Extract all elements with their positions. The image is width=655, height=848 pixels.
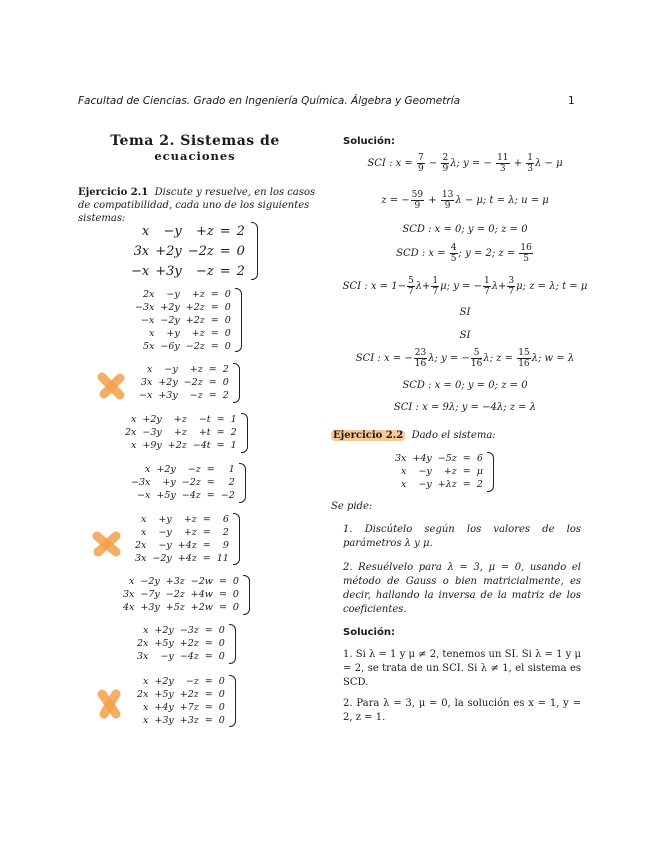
equation-term: = <box>204 638 213 649</box>
equation-row <box>122 426 240 439</box>
chapter-title-line2: ecuaciones <box>154 149 236 163</box>
equation-term: 1 <box>228 464 235 475</box>
equation-term: 2x <box>137 638 149 649</box>
equation-row <box>134 675 228 688</box>
equation-term: −2 <box>220 490 235 501</box>
equation-term: 1 <box>230 440 237 451</box>
equation-term: x <box>141 224 150 239</box>
equation-term: −2z <box>183 377 203 388</box>
equation-term: +y <box>158 514 172 525</box>
equation-term: 3x <box>140 377 153 388</box>
equation-term: = <box>202 527 211 538</box>
equation-term: +5y <box>156 490 176 501</box>
equation-term: +t <box>198 427 211 438</box>
equation-term: = <box>216 414 225 425</box>
equation-term: = <box>219 264 231 279</box>
equation-term: 2 <box>236 264 245 279</box>
equation-row <box>136 389 232 402</box>
exercise-2-label: Ejercicio 2.2 <box>333 430 404 441</box>
equation-term: 2x <box>125 427 137 438</box>
equation-term: −2z <box>181 477 201 488</box>
equation-term: −y <box>163 224 182 239</box>
solution-line-1: SCI : x = $\frac{7}{9}$ − $\frac{2}{9}$ λ; y = − $\frac{11}{3}$ + $\frac{1}{3}$ λ − μ <box>367 153 563 174</box>
equation-row <box>132 327 234 340</box>
equation-row <box>120 588 242 601</box>
exercise-2-item-2: 2. Resuélvelo para λ = 3, μ = 0, usando el método de Gauss o bien matricialmente, es decir, hallando la inversa de la matriz de los coeficientes. <box>343 562 581 615</box>
solution-line-3: SCD : x = 0; y = 0; z = 0 <box>402 224 528 235</box>
equation-term: −z <box>189 390 203 401</box>
equation-term: +2y <box>154 625 174 636</box>
solution-line-6: SI <box>459 307 471 318</box>
equation-term: x <box>141 527 147 538</box>
equation-term: 11 <box>216 553 229 564</box>
equation-term: x <box>129 576 135 587</box>
equation-term: +3z <box>179 715 199 726</box>
equation-row <box>120 575 242 588</box>
solution-2-item-2: 2. Para λ = 3, μ = 0, la solución es x = 1, y = 2, z = 1. <box>343 698 581 723</box>
running-header: Facultad de Ciencias. Grado en Ingeniería Química. Álgebra y Geometría <box>78 95 461 107</box>
equation-term: +z <box>191 328 205 339</box>
equation-term: 0 <box>218 702 225 713</box>
solution-line-9: SCD : x = 0; y = 0; z = 0 <box>402 380 528 391</box>
equation-term: −z <box>196 264 214 279</box>
equation-term: x <box>131 440 137 451</box>
equation-term: 0 <box>232 589 239 600</box>
equation-term: = <box>204 702 213 713</box>
equation-term: x <box>131 414 137 425</box>
equation-term: −3x <box>131 477 151 488</box>
equation-term: 2 <box>476 479 483 490</box>
equation-term: 9 <box>222 540 229 551</box>
system-param-brace <box>487 452 494 492</box>
equation-term: −3x <box>135 302 155 313</box>
equation-term: +2y <box>158 377 178 388</box>
equation-term: = <box>204 651 213 662</box>
system-param <box>392 452 486 491</box>
equation-term: −x <box>139 390 153 401</box>
equation-term: 2 <box>236 224 245 239</box>
equation-term: = <box>218 576 227 587</box>
equation-term: = <box>204 625 213 636</box>
exercise-1-label: Ejercicio 2.1 <box>78 187 149 198</box>
equation-term: x <box>143 715 149 726</box>
equation-term: 0 <box>224 315 231 326</box>
equation-term: 1 <box>230 414 237 425</box>
equation-term: 0 <box>218 625 225 636</box>
equation-term: −2z <box>187 244 214 259</box>
page-number: 1 <box>568 95 575 107</box>
equation-term: −3z <box>179 625 199 636</box>
equation-term: −2y <box>160 315 180 326</box>
equation-term: x <box>143 702 149 713</box>
equation-term: = <box>219 244 231 259</box>
equation-term: +5y <box>154 689 174 700</box>
system-3-brace <box>233 363 240 403</box>
equation-term: 3x <box>133 244 150 259</box>
equation-row <box>128 463 238 476</box>
equation-row <box>392 478 486 491</box>
equation-term: = <box>218 589 227 600</box>
equation-term: −x <box>131 264 150 279</box>
equation-term: x <box>401 479 407 490</box>
equation-term: x <box>146 364 153 375</box>
equation-term: +2y <box>142 414 162 425</box>
equation-term: = <box>210 302 219 313</box>
equation-term: = <box>202 514 211 525</box>
solution-line-2: z = − $\frac{59}{9}$ + $\frac{13}{9}$ λ − μ; t = λ; u = μ <box>381 190 549 211</box>
solution-line-5: SCI : x = 1− $\frac{5}{7}$ λ+ $\frac{1}{7}$ μ; y = − $\frac{1}{7}$ λ+ $\frac{3}{7}$ μ; z = λ; t = μ <box>342 276 588 297</box>
equation-row <box>128 262 248 282</box>
equation-term: = <box>202 540 211 551</box>
equation-term: = <box>206 490 215 501</box>
equation-term: −2y <box>140 576 160 587</box>
equation-term: = <box>208 390 217 401</box>
equation-term: μ <box>476 466 483 477</box>
solution-line-10: SCI : x = 9λ; y = −4λ; z = λ <box>393 402 537 413</box>
equation-term: x <box>145 464 151 475</box>
equation-term: 6 <box>476 453 483 464</box>
equation-row <box>120 601 242 614</box>
se-pide: Se pide: <box>331 501 373 512</box>
system-2-brace <box>235 288 242 352</box>
solution-1-heading: Solución: <box>343 136 395 147</box>
equation-term: +y <box>162 477 176 488</box>
equation-term: 5x <box>142 341 155 352</box>
equation-row <box>134 650 228 663</box>
equation-term: +2z <box>167 440 187 451</box>
system-1-brace <box>251 222 258 280</box>
equation-term: = <box>204 689 213 700</box>
equation-term: = <box>202 553 211 564</box>
equation-term: +z <box>191 289 205 300</box>
equation-row <box>136 363 232 376</box>
equation-row <box>128 476 238 489</box>
equation-term: 0 <box>224 302 231 313</box>
equation-term: +2w <box>190 602 213 613</box>
equation-row <box>134 624 228 637</box>
solution-2-heading: Solución: <box>343 627 395 638</box>
equation-term: 3x <box>123 589 135 600</box>
equation-term: +z <box>173 427 187 438</box>
equation-term: +4z <box>177 540 197 551</box>
equation-term: +z <box>443 466 457 477</box>
equation-term: 0 <box>232 576 239 587</box>
exercise-1-statement <box>78 186 323 225</box>
equation-term: +4z <box>177 553 197 564</box>
equation-term: = <box>210 341 219 352</box>
system-5 <box>128 463 238 502</box>
equation-term: +3y <box>158 390 178 401</box>
orange-x-marker-icon <box>96 688 124 720</box>
equation-term: 0 <box>218 715 225 726</box>
equation-term: 0 <box>218 676 225 687</box>
equation-row <box>134 637 228 650</box>
system-4-brace <box>241 413 248 453</box>
solution-line-7: SI <box>459 330 471 341</box>
equation-row <box>392 452 486 465</box>
system-9 <box>134 675 228 727</box>
system-3 <box>136 363 232 402</box>
equation-term: −2z <box>185 341 205 352</box>
equation-term: −3y <box>142 427 162 438</box>
equation-term: −t <box>198 414 211 425</box>
equation-term: −y <box>160 651 174 662</box>
equation-term: +3z <box>165 576 185 587</box>
chapter-title <box>70 133 320 163</box>
equation-term: +z <box>183 514 197 525</box>
equation-term: +z <box>173 414 187 425</box>
equation-term: +3y <box>140 602 160 613</box>
equation-row <box>392 465 486 478</box>
system-1 <box>128 222 248 282</box>
equation-term: +4w <box>190 589 213 600</box>
equation-row <box>132 513 232 526</box>
equation-term: = <box>462 466 471 477</box>
solution-line-4: SCD : x = $\frac{4}{5}$ ; y = 2; z = $\frac{16}{5}$ <box>396 243 532 264</box>
equation-term: −x <box>137 490 151 501</box>
system-4 <box>122 413 240 452</box>
equation-term: −x <box>141 315 155 326</box>
equation-term: 2 <box>230 427 237 438</box>
equation-row <box>132 340 234 353</box>
exercise-2-item-1: 1. Discútelo según los valores de los parámetros λ y μ. <box>343 524 581 549</box>
system-9-brace <box>229 675 236 727</box>
equation-term: +9y <box>142 440 162 451</box>
equation-term: = <box>208 377 217 388</box>
equation-term: +4y <box>154 702 174 713</box>
equation-term: +y <box>166 328 180 339</box>
equation-term: −2y <box>152 553 172 564</box>
exercise-2-statement <box>331 429 591 442</box>
system-7-brace <box>243 575 250 615</box>
equation-term: +5y <box>154 638 174 649</box>
equation-term: +2z <box>185 315 205 326</box>
equation-term: x <box>143 625 149 636</box>
equation-term: x <box>149 328 155 339</box>
equation-term: 0 <box>218 689 225 700</box>
equation-row <box>132 526 232 539</box>
equation-term: −y <box>158 540 172 551</box>
equation-term: −y <box>158 527 172 538</box>
equation-term: 2 <box>222 527 229 538</box>
equation-term: 3x <box>395 453 407 464</box>
equation-term: −4t <box>192 440 211 451</box>
equation-term: 2x <box>142 289 155 300</box>
equation-row <box>132 552 232 565</box>
system-8 <box>134 624 228 663</box>
equation-term: 0 <box>218 638 225 649</box>
equation-term: = <box>216 440 225 451</box>
equation-row <box>128 242 248 262</box>
equation-term: 0 <box>224 289 231 300</box>
equation-row <box>122 439 240 452</box>
equation-term: +2z <box>185 302 205 313</box>
orange-x-marker-icon <box>92 530 122 558</box>
equation-term: −4z <box>181 490 201 501</box>
equation-term: = <box>462 479 471 490</box>
equation-term: −z <box>187 464 201 475</box>
equation-term: = <box>218 602 227 613</box>
equation-row <box>128 489 238 502</box>
equation-term: 0 <box>224 328 231 339</box>
equation-row <box>134 701 228 714</box>
equation-row <box>132 301 234 314</box>
equation-term: = <box>462 453 471 464</box>
equation-term: −z <box>185 676 199 687</box>
equation-term: 3x <box>137 651 149 662</box>
equation-term: −4z <box>179 651 199 662</box>
equation-term: +2y <box>160 302 180 313</box>
equation-term: −2z <box>165 589 185 600</box>
equation-term: = <box>208 364 217 375</box>
equation-term: 2x <box>137 689 149 700</box>
equation-term: 2 <box>222 364 229 375</box>
solution-line-8: SCI : x = − $\frac{23}{16}$ λ; y = − $\frac{5}{16}$ λ; z = $\frac{15}{16}$ λ; w = λ <box>355 348 575 369</box>
system-7 <box>120 575 242 614</box>
equation-term: +5z <box>165 602 185 613</box>
equation-term: 2 <box>228 477 235 488</box>
equation-term: = <box>206 477 215 488</box>
equation-term: +4y <box>412 453 432 464</box>
equation-term: +2y <box>154 676 174 687</box>
equation-term: +7z <box>179 702 199 713</box>
equation-term: −y <box>418 479 432 490</box>
equation-term: +2y <box>156 464 176 475</box>
equation-row <box>122 413 240 426</box>
chapter-title-line1: Tema 2. Sistemas de <box>110 133 280 149</box>
equation-term: +z <box>183 527 197 538</box>
equation-term: 6 <box>222 514 229 525</box>
equation-term: +3y <box>154 715 174 726</box>
equation-term: = <box>210 315 219 326</box>
orange-x-marker-icon <box>97 372 127 400</box>
equation-row <box>132 539 232 552</box>
equation-row <box>134 714 228 727</box>
equation-term: 2 <box>222 390 229 401</box>
system-6 <box>132 513 232 565</box>
equation-term: = <box>219 224 231 239</box>
equation-term: +2z <box>179 638 199 649</box>
equation-term: = <box>204 676 213 687</box>
equation-term: +3y <box>155 264 182 279</box>
system-8-brace <box>229 624 236 664</box>
equation-term: 2x <box>135 540 147 551</box>
system-6-brace <box>233 513 240 565</box>
equation-term: −6y <box>160 341 180 352</box>
equation-term: +2z <box>179 689 199 700</box>
equation-term: −2w <box>190 576 213 587</box>
solution-2-item-1: 1. Si λ = 1 y μ ≠ 2, tenemos un SI. Si λ = 1 y μ = 2, se trata de un SCI. Si λ ≠ 1, el sistema es SCD. <box>343 649 581 688</box>
equation-row <box>132 288 234 301</box>
equation-term: −y <box>164 364 178 375</box>
system-5-brace <box>239 463 246 503</box>
equation-term: +z <box>189 364 203 375</box>
equation-term: x <box>141 514 147 525</box>
equation-term: = <box>204 715 213 726</box>
exercise-1-text: Discute y resuelve, en los casos de compatibilidad, cada uno de los siguientes sistemas: <box>78 187 316 224</box>
equation-term: −y <box>166 289 180 300</box>
equation-term: x <box>401 466 407 477</box>
system-2 <box>132 288 234 353</box>
equation-term: −y <box>418 466 432 477</box>
equation-term: 0 <box>218 651 225 662</box>
equation-term: = <box>210 328 219 339</box>
equation-term: = <box>216 427 225 438</box>
equation-term: 0 <box>232 602 239 613</box>
equation-row <box>132 314 234 327</box>
equation-term: 0 <box>222 377 229 388</box>
equation-row <box>128 222 248 242</box>
equation-term: 0 <box>224 341 231 352</box>
equation-term: −7y <box>140 589 160 600</box>
equation-term: 4x <box>123 602 135 613</box>
equation-row <box>134 688 228 701</box>
equation-term: = <box>210 289 219 300</box>
equation-term: x <box>143 676 149 687</box>
equation-term: −5z <box>437 453 457 464</box>
equation-term: +2y <box>155 244 182 259</box>
exercise-2-text: Dado el sistema: <box>411 430 496 441</box>
equation-term: +z <box>196 224 214 239</box>
equation-row <box>136 376 232 389</box>
equation-term: = <box>206 464 215 475</box>
equation-term: +λz <box>437 479 457 490</box>
equation-term: 3x <box>135 553 147 564</box>
equation-term: 0 <box>236 244 245 259</box>
